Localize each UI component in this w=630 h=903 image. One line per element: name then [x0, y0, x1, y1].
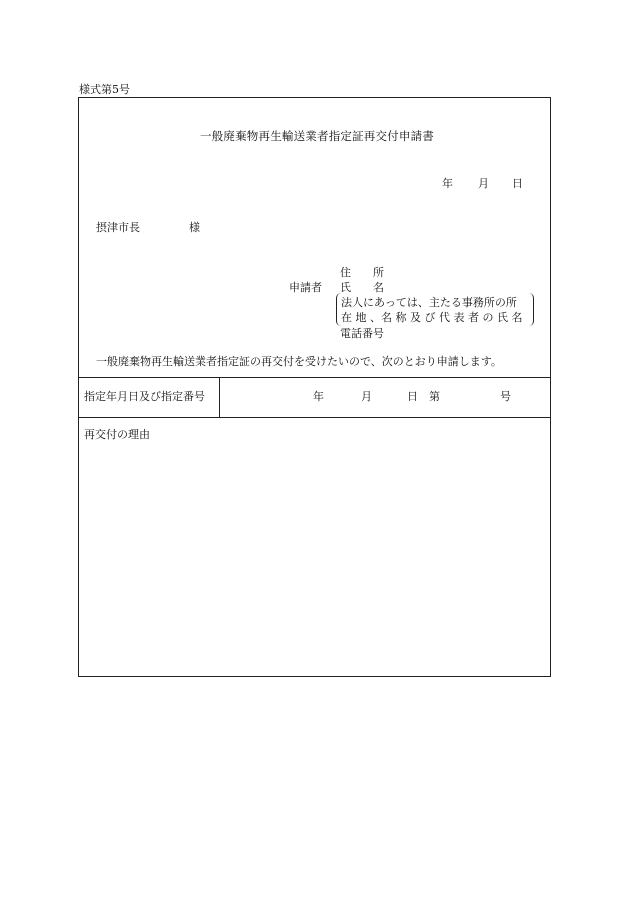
- corporate-note-line2: 在 地 、名 称 及 び 代 表 者 の 氏 名: [341, 311, 523, 324]
- date-day: 日: [512, 177, 523, 190]
- applicant-phone-label: 電話番号: [340, 327, 384, 340]
- document-title: 一般廃棄物再生輸送業者指定証再交付申請書: [200, 129, 434, 143]
- designation-label: 指定年月日及び指定番号: [84, 390, 205, 403]
- reason-label: 再交付の理由: [84, 428, 150, 441]
- row-divider-top: [78, 377, 551, 378]
- corporate-note-line1: 法人にあっては、主たる事務所の所: [341, 296, 517, 309]
- addressee-name: 摂津市長: [96, 221, 140, 234]
- designation-number-prefix: 第: [429, 390, 440, 403]
- designation-month: 月: [361, 390, 372, 403]
- row-divider-bottom: [78, 417, 551, 418]
- applicant-address-label: 住 所: [340, 266, 384, 279]
- application-statement: 一般廃棄物再生輸送業者指定証の再交付を受けたいので、次のとおり申請します。: [96, 355, 502, 368]
- date-month: 月: [478, 177, 489, 190]
- applicant-label: 申請者: [289, 281, 322, 294]
- applicant-name-label: 氏 名: [340, 281, 384, 294]
- addressee-honorific: 様: [189, 221, 200, 234]
- designation-year: 年: [313, 390, 324, 403]
- form-number: 様式第5号: [79, 83, 130, 96]
- designation-number-suffix: 号: [500, 390, 511, 403]
- designation-day: 日: [407, 390, 418, 403]
- column-divider: [219, 377, 220, 417]
- date-year: 年: [442, 177, 453, 190]
